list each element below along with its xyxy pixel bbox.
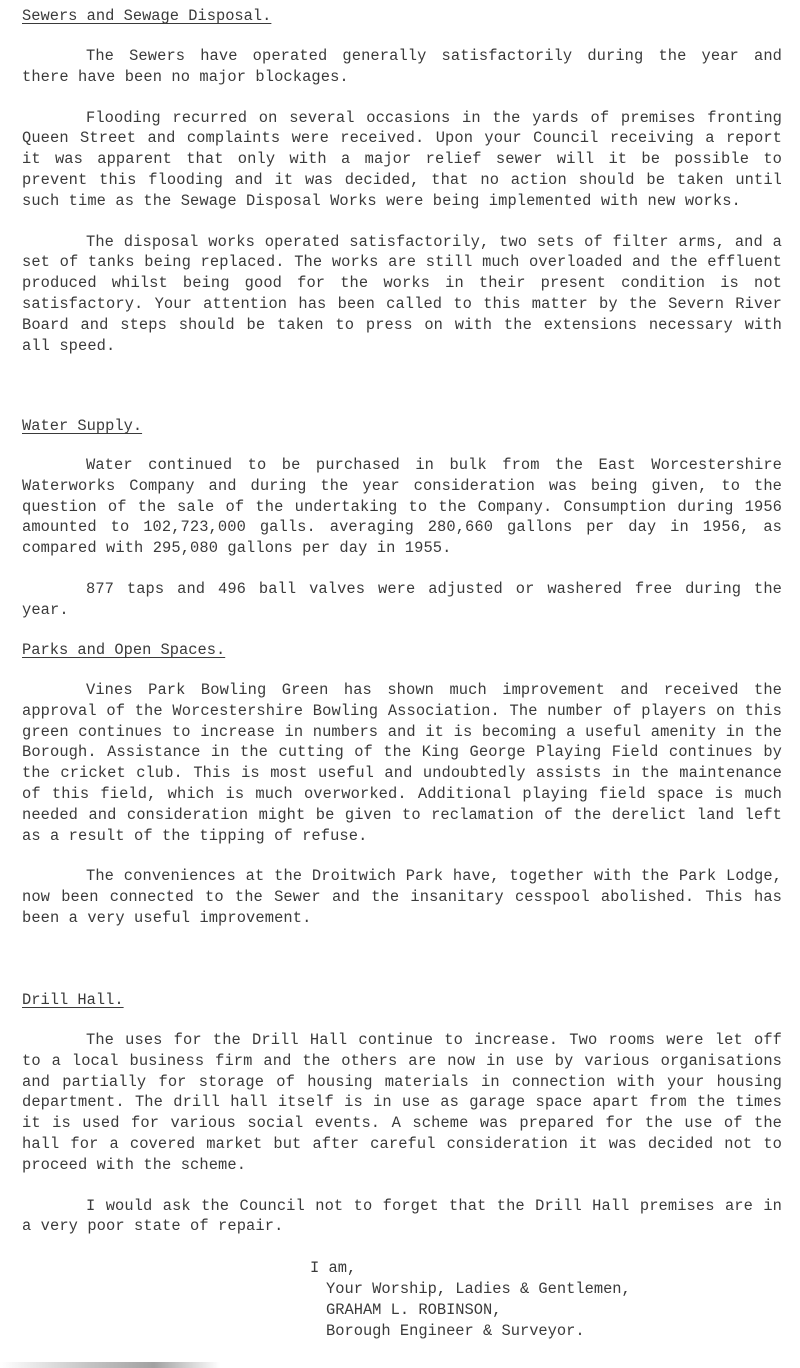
signature-salutation: I am, xyxy=(310,1259,357,1277)
drill-heading: Drill Hall. xyxy=(22,991,124,1009)
drill-body xyxy=(22,1030,782,1237)
paragraph: The disposal works operated satisfactorily, two sets of filter arms, and a set of tanks being replaced. The works are still much overloaded and the effluent produced whilst being good for the works in their present condition is not satisfactory. Your attention has been called to this matter by the Severn River Board and steps should be taken to press on with the extensions necessary with all speed. xyxy=(22,232,782,355)
water-body xyxy=(22,455,782,621)
signature-address: Your Worship, Ladies & Gentlemen, xyxy=(326,1280,631,1298)
paragraph: Water continued to be purchased in bulk from the East Worcestershire Waterworks Company and during the year consideration was being given, to the question of the sale of the undertaking to the Company. Consumption during 1956 amounted to 102,723,000 galls. averaging 280,660 gallons per day in 1956, as compared with 295,080 gallons per day in 1955. xyxy=(22,456,782,558)
parks-body xyxy=(22,680,782,929)
scan-edge-smudge xyxy=(0,1362,220,1368)
signature-title: Borough Engineer & Surveyor. xyxy=(326,1322,585,1340)
parks-heading: Parks and Open Spaces. xyxy=(22,641,226,659)
sewers-body xyxy=(22,46,782,356)
paragraph: Flooding recurred on several occasions in the yards of premises fronting Queen Street and complaints were received. Upon your Council receiving a report it was apparent that only with a major relief sewer will it be possible to prevent this flooding and it was decided, that no action should be taken until such time as the Sewage Disposal Works were being implemented with new works. xyxy=(22,108,782,210)
paragraph: The Sewers have operated generally satisfactorily during the year and there have been no major blockages. xyxy=(22,47,782,86)
paragraph: Vines Park Bowling Green has shown much improvement and received the approval of the Worcestershire Bowling Association. The number of players on this green continues to increase in numbers and it is becoming a useful amenity in the Borough. Assistance in the cutting of the King George Playing Field continues by the cricket club. This is most useful and undoubtedly assists in the maintenance of this field, which is much overworked. Additional playing field space is much needed and consideration might be given to reclamation of the derelict land left as a result of the tipping of refuse. xyxy=(22,681,782,845)
paragraph: 877 taps and 496 ball valves were adjusted or washered free during the year. xyxy=(22,579,782,619)
water-heading: Water Supply. xyxy=(22,417,143,435)
paragraph: The conveniences at the Droitwich Park have, together with the Park Lodge, now been connected to the Sewer and the insanitary cesspool abolished. This has been a very useful improvement. xyxy=(22,867,782,927)
paragraph: I would ask the Council not to forget that the Drill Hall premises are in a very poor state of repair. xyxy=(22,1196,782,1236)
signature-block xyxy=(310,1258,631,1342)
sewers-heading: Sewers and Sewage Disposal. xyxy=(22,7,272,25)
paragraph: The uses for the Drill Hall continue to increase. Two rooms were let off to a local business firm and the others are now in use by various organisations and partially for storage of housing materials in connection with your housing department. The drill hall itself is in use as garage space apart from the times it is used for various social events. A scheme was prepared for the use of the hall for a covered market but after careful consideration it was decided not to proceed with the scheme. xyxy=(22,1031,782,1174)
signature-name: GRAHAM L. ROBINSON, xyxy=(326,1301,502,1319)
